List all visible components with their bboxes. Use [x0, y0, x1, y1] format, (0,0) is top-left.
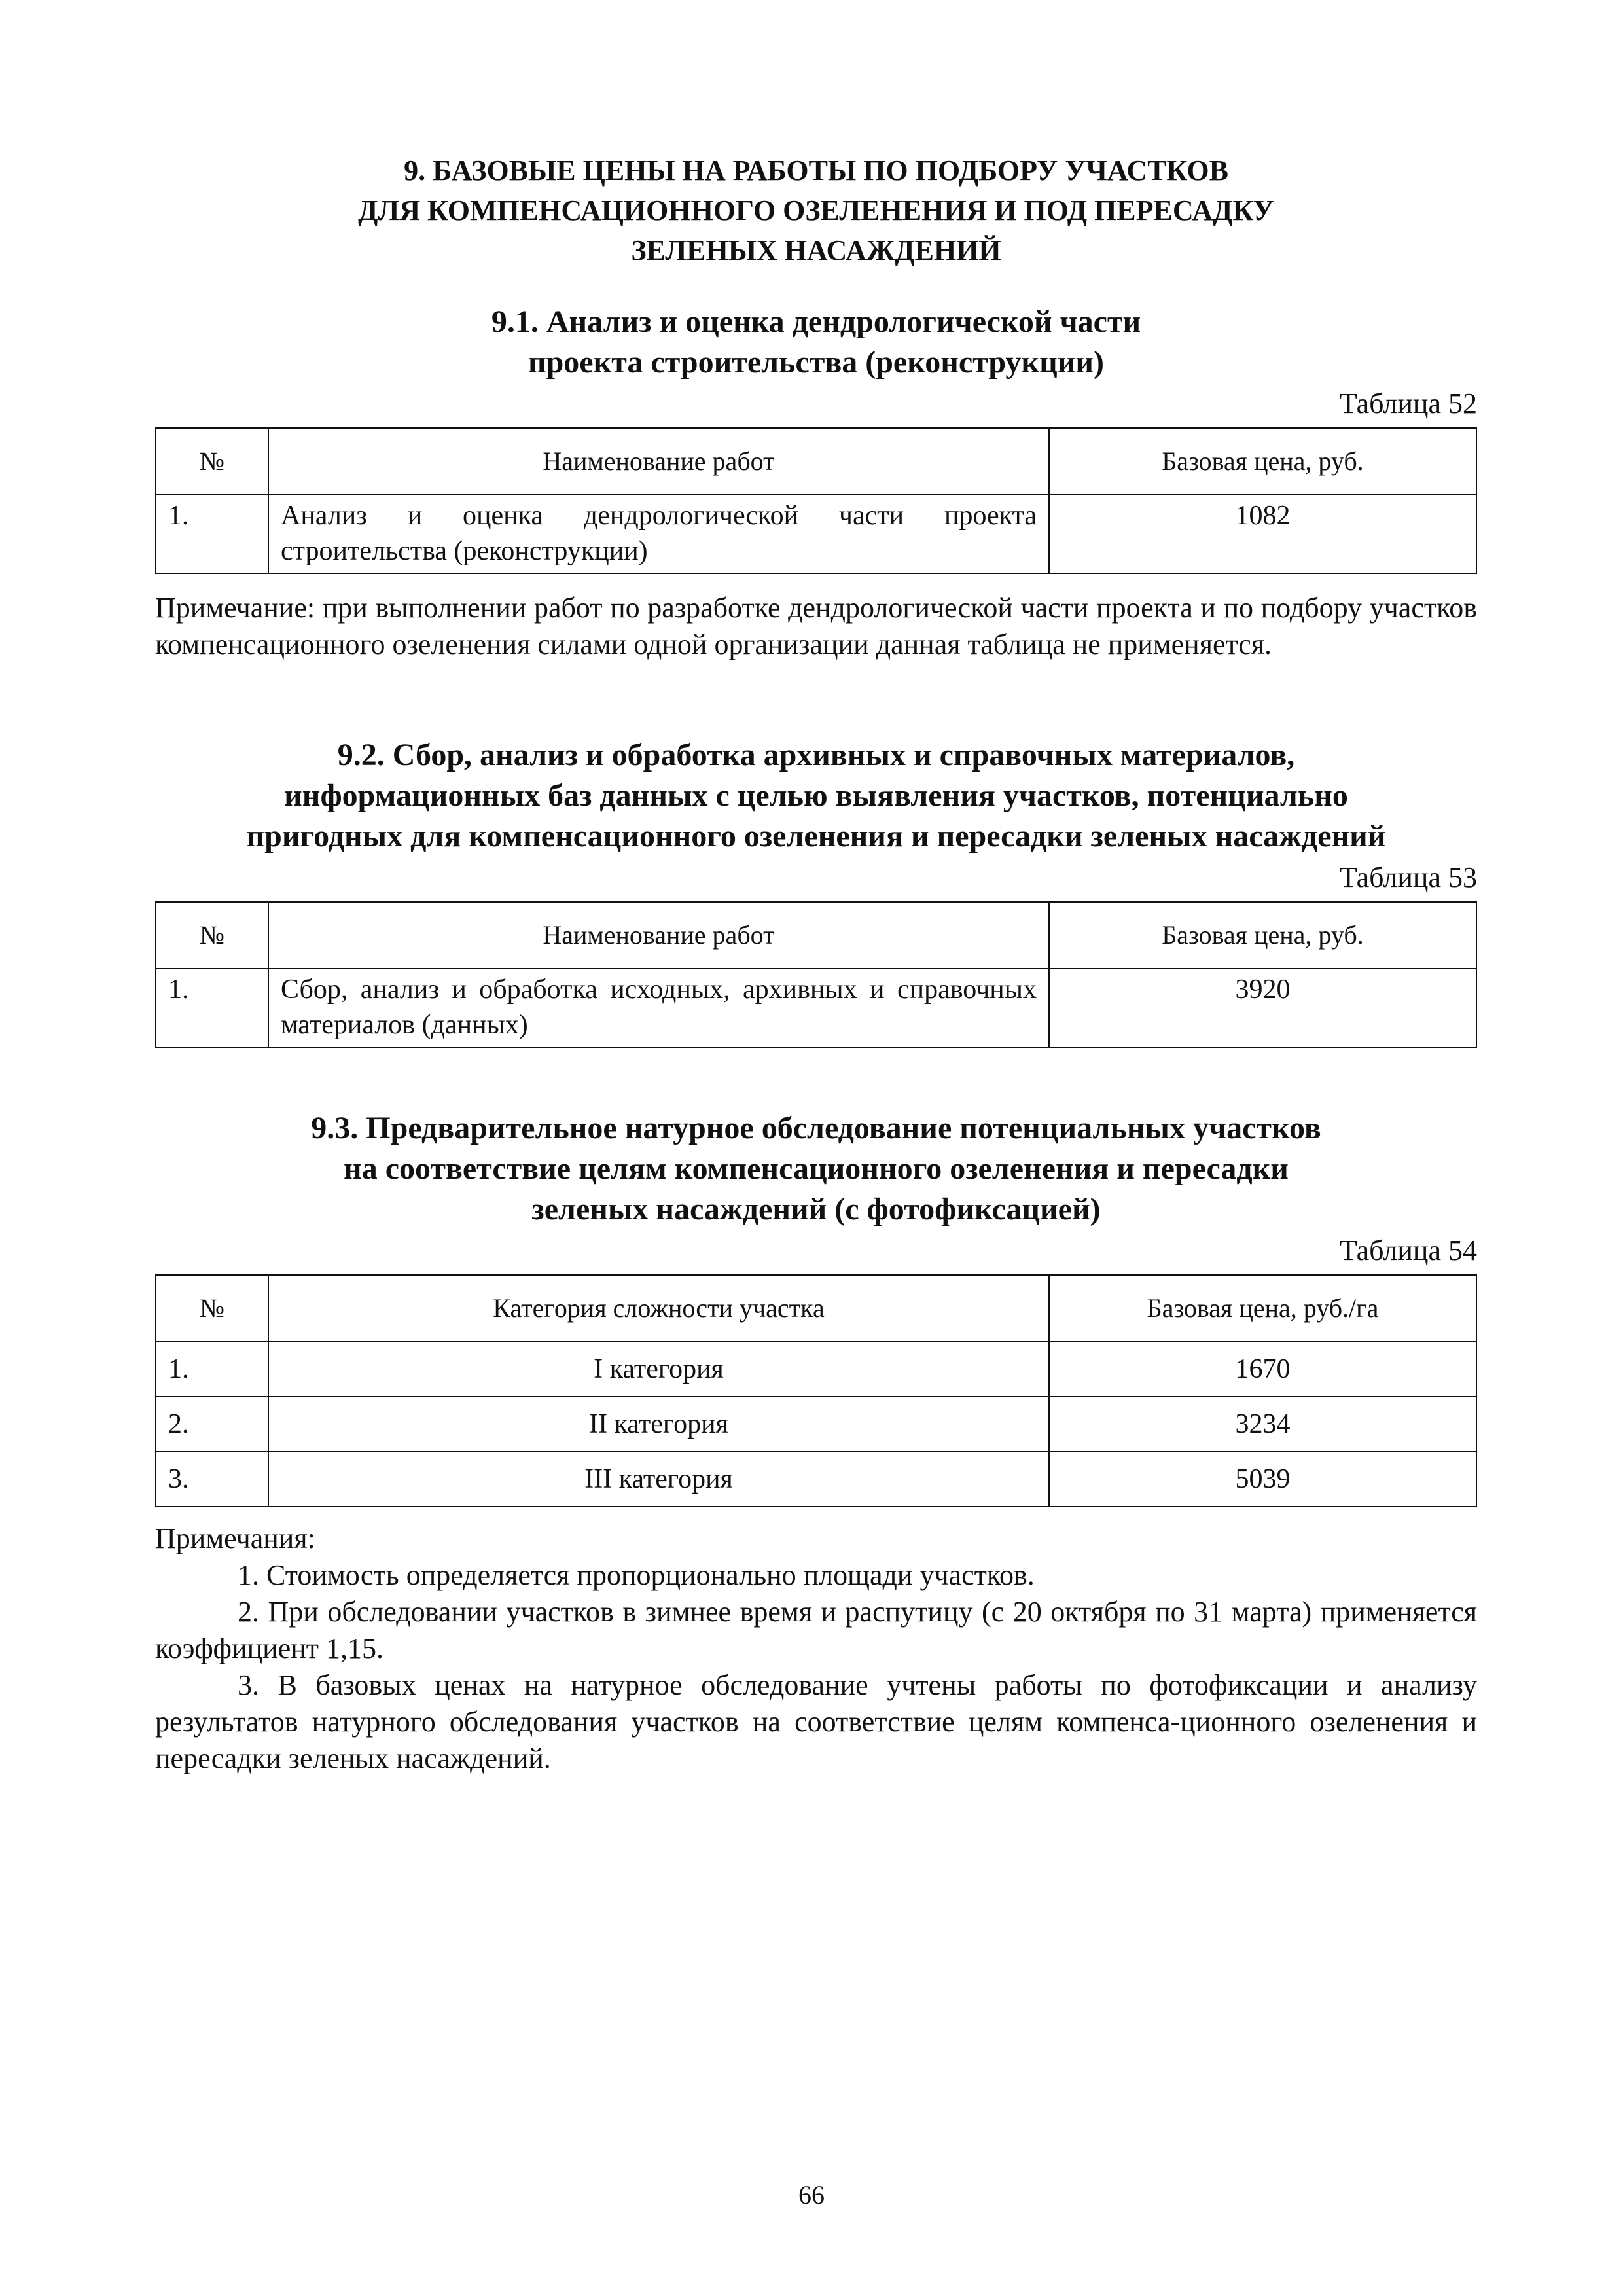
cell-work-name: Анализ и оценка дендрологической части проекта строительства (реконструкции) [268, 495, 1049, 573]
table-header-row [156, 428, 1476, 495]
note-9-1: Примечание: при выполнении работ по разработке дендрологической части проекта и по подбору участков компенсационного озеленения силами одной организации данная таблица не применяется. [155, 592, 1477, 660]
cell-price: 5039 [1049, 1452, 1476, 1507]
header-base-price: Базовая цена, руб./га [1049, 1275, 1476, 1342]
notes-title: Примечания: [155, 1522, 315, 1554]
table-caption-53: Таблица 53 [1339, 861, 1477, 893]
note-item-1: 1. Стоимость определяется пропорционально площади участков. [238, 1559, 1035, 1591]
header-work-name: Наименование работ [268, 902, 1049, 969]
header-base-price: Базовая цена, руб. [1049, 902, 1476, 969]
header-category: Категория сложности участка [268, 1275, 1049, 1342]
table-row [156, 495, 1476, 573]
document-page [155, 151, 1477, 1777]
cell-price: 1082 [1049, 495, 1476, 573]
cell-number: 3. [156, 1452, 268, 1507]
page-number: 66 [798, 2180, 825, 2210]
cell-number: 1. [156, 969, 268, 1047]
subsection-title-9-3: 9.3. Предварительное натурное обследование потенциальных участков на соответствие целям компенсационного озеленения и пересадки зеленых насаждений (с фотофиксацией) [311, 1111, 1321, 1227]
cell-price: 1670 [1049, 1342, 1476, 1397]
note-item-2: 2. При обследовании участков в зимнее время и распутицу (с 20 октября по 31 марта) применяется коэффициент 1,15. [155, 1596, 1477, 1664]
cell-number: 1. [156, 495, 268, 573]
table-54 [155, 1274, 1477, 1507]
subsection-title-9-1: 9.1. Анализ и оценка дендрологической части проекта строительства (реконструкции) [491, 304, 1141, 380]
table-row [156, 1452, 1476, 1507]
table-caption-52: Таблица 52 [1339, 387, 1477, 420]
header-number: № [156, 428, 268, 495]
cell-price: 3920 [1049, 969, 1476, 1047]
table-row [156, 969, 1476, 1047]
table-52 [155, 427, 1477, 574]
table-header-row [156, 1275, 1476, 1342]
header-number: № [156, 902, 268, 969]
cell-number: 1. [156, 1342, 268, 1397]
table-header-row [156, 902, 1476, 969]
header-number: № [156, 1275, 268, 1342]
header-work-name: Наименование работ [268, 428, 1049, 495]
cell-category: I категория [268, 1342, 1049, 1397]
note-item-3: 3. В базовых ценах на натурное обследование учтены работы по фотофиксации и анализу результатов натурного обследования участков на соответствие целям компенса-ционного озеленения и пересадки зеленых насаждений. [155, 1669, 1477, 1774]
table-row [156, 1397, 1476, 1452]
cell-category: III категория [268, 1452, 1049, 1507]
table-53 [155, 901, 1477, 1048]
section-title: 9. БАЗОВЫЕ ЦЕНЫ НА РАБОТЫ ПО ПОДБОРУ УЧАСТКОВ ДЛЯ КОМПЕНСАЦИОННОГО ОЗЕЛЕНЕНИЯ И ПОД ПЕРЕСАДКУ ЗЕЛЕНЫХ НАСАЖДЕНИЙ [358, 154, 1274, 266]
table-row [156, 1342, 1476, 1397]
header-base-price: Базовая цена, руб. [1049, 428, 1476, 495]
cell-price: 3234 [1049, 1397, 1476, 1452]
table-caption-54: Таблица 54 [1339, 1234, 1477, 1266]
subsection-title-9-2: 9.2. Сбор, анализ и обработка архивных и справочных материалов, информационных баз данных с целью выявления участков, потенциально пригодных для компенсационного озеленения и пересадки зеленых насаждений [246, 738, 1386, 853]
cell-category: II категория [268, 1397, 1049, 1452]
cell-number: 2. [156, 1397, 268, 1452]
cell-work-name: Сбор, анализ и обработка исходных, архивных и справочных материалов (данных) [268, 969, 1049, 1047]
